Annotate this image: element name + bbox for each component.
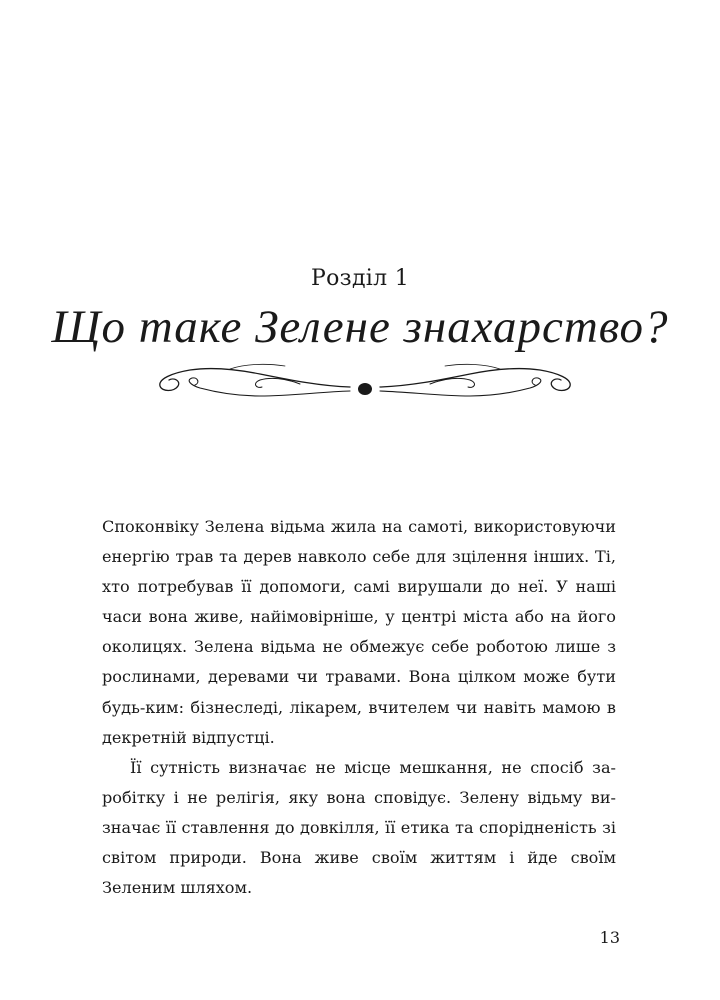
chapter-label: Розділ 1	[311, 266, 409, 291]
chapter-title: Що таке Зелене знахарство?	[51, 301, 669, 353]
paragraph-2: Її сутність визначає не місце мешкання, не спосіб заробітку і не релігія, яку вона сповідує. Зелену відьму визначає її ставлення до довкілля, її етика та спорідненість зі світом природи. Вона живе своїм життям і йде своїм Зеленим шляхом.	[102, 757, 616, 898]
page-number: 13	[599, 928, 620, 947]
body-text	[102, 512, 616, 903]
paragraph-1: Споконвіку Зелена відьма жила на самоті, використовуючи енергію трав та дерев навколо себе для зцілення інших. Ті, хто потребував її допомоги, самі вирушали до неї. У наші часи вона живе, найімовірніше, у центрі міста або на його околицях. Зелена відьма не обмежує себе роботою лише з рослинами, деревами чи травами. Вона цілком може бути будь-ким: бізнеследі, лікарем, вчителем чи навіть мамою в декретній відпустці.	[102, 517, 616, 747]
flourish-divider-icon	[150, 358, 580, 408]
